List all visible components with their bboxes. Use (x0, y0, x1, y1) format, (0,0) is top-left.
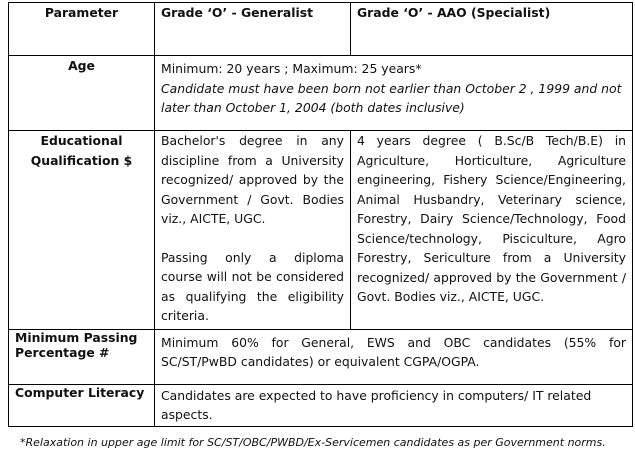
computer-value: Candidates are expected to have proficiency in computers/ IT related aspects. (155, 384, 633, 426)
header-row (9, 3, 633, 56)
education-generalist-para1: Bachelor's degree in any discipline from a University recognized/ approved by the Government / Govt. Bodies viz., AICTE, UGC. (161, 133, 344, 226)
age-row (9, 56, 633, 131)
age-range: Minimum: 20 years ; Maximum: 25 years* (161, 61, 422, 76)
age-label: Age (9, 56, 155, 131)
age-value (155, 56, 633, 131)
education-label: Educational Qualification $ (9, 131, 155, 330)
education-row (9, 131, 633, 330)
age-dob-note: Candidate must have been born not earlier than October 2 , 1999 and not later than October 1, 2004 (both dates inclusive) (161, 80, 622, 115)
education-generalist (155, 131, 351, 330)
education-generalist-para2: Passing only a diploma course will not be considered as qualifying the eligibility criteria. (161, 249, 344, 323)
age-relaxation-footnote: *Relaxation in upper age limit for SC/ST/OBC/PWBD/Ex-Servicemen candidates as per Government norms. (20, 436, 606, 449)
computer-label: Computer Literacy (9, 384, 155, 426)
header-parameter: Parameter (9, 3, 155, 56)
passing-value: Minimum 60% for General, EWS and OBC candidates (55% for SC/ST/PwBD candidates) or equivalent CGPA/OGPA. (155, 329, 633, 384)
passing-row (9, 329, 633, 384)
education-specialist: 4 years degree ( B.Sc/B Tech/B.E) in Agriculture, Horticulture, Agriculture engineering, Fishery Science/Engineering, Animal Husbandry, Veterinary science, Forestry, Dairy Science/Technology, Food Science/technology, Pisciculture, Agro Forestry, Sericulture from a University recognized/ approved by the Government / Govt. Bodies viz., AICTE, UGC. (351, 131, 633, 330)
computer-row (9, 384, 633, 426)
header-specialist: Grade ‘O’ - AAO (Specialist) (351, 3, 633, 56)
header-generalist: Grade ‘O’ - Generalist (155, 3, 351, 56)
eligibility-table (8, 2, 633, 427)
passing-label: Minimum Passing Percentage # (9, 329, 155, 384)
